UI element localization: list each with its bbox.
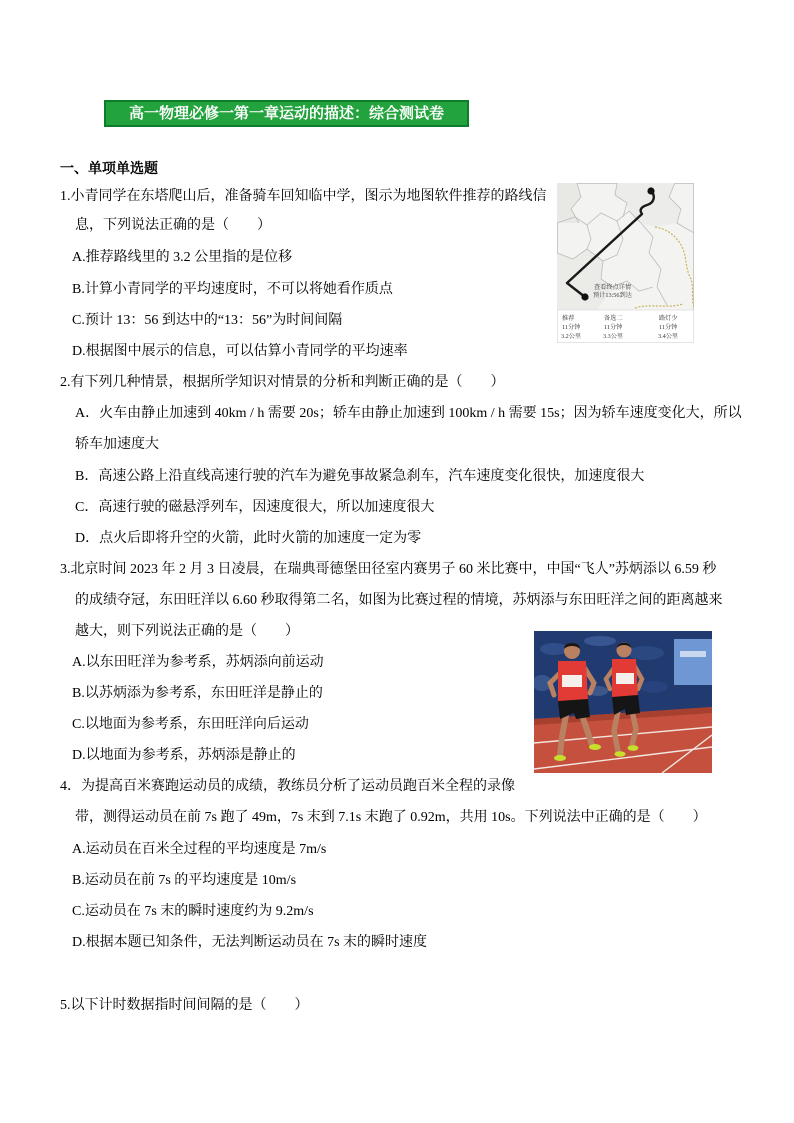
route-option-distance: 3.2公里	[561, 333, 582, 340]
question-2-stem-line-1: 2.有下列几种情景，根据所学知识对情景的分析和判断正确的是（ ）	[60, 375, 505, 390]
route-option-distance: 3.4公里	[658, 333, 679, 340]
question-5-stem-line-1: 5.以下计时数据指时间间隔的是（ ）	[60, 998, 309, 1013]
question-1-option-c: C.预计 13：56 到达中的“13：56”为时间间隔	[72, 313, 343, 328]
question-2-option-a-line-1: A．火车由静止加速到 40km / h 需要 20s；轿车由静止加速到 100km / h 需要 15s；因为轿车速度变化大，所以	[75, 406, 742, 421]
question-4-option-a: A.运动员在百米全过程的平均速度是 7m/s	[72, 842, 327, 857]
question-1-stem-line-2: 息，下列说法正确的是（ ）	[75, 218, 271, 233]
question-2-option-b: B．高速公路上沿直线高速行驶的汽车为避免事故紧急刹车，汽车速度变化很快，加速度很大	[75, 469, 645, 484]
route-option-time: 11分钟	[604, 324, 623, 331]
question-1-option-d: D.根据图中展示的信息，可以估算小青同学的平均速率	[72, 344, 408, 359]
question-4-option-c: C.运动员在 7s 末的瞬时速度约为 9.2m/s	[72, 904, 314, 919]
question-4-stem-line-1: 4．为提高百米赛跑运动员的成绩，教练员分析了运动员跑百米全程的录像	[60, 779, 515, 794]
question-1-option-b: B.计算小青同学的平均速度时，不可以将她看作质点	[72, 282, 393, 297]
destination-link: 查看终点详情	[594, 284, 632, 291]
question-1-option-a: A.推荐路线里的 3.2 公里指的是位移	[72, 250, 293, 265]
section-heading: 一、单项单选题	[60, 162, 158, 177]
route-option-time: 11分钟	[562, 324, 581, 331]
question-3-option-c: C.以地面为参考系，东田旺洋向后运动	[72, 717, 309, 732]
eta-text: 预计13:56到达	[593, 292, 632, 299]
question-2-option-d: D．点火后即将升空的火箭，此时火箭的加速度一定为零	[75, 531, 422, 546]
question-3-stem-line-2: 的成绩夺冠，东田旺洋以 6.60 秒取得第二名，如图为比赛过程的情境，苏炳添与东田旺洋之间的距离越来	[75, 593, 723, 608]
route-option-name: 推荐	[562, 315, 575, 322]
route-option-name: 路灯少	[659, 315, 678, 322]
question-4-stem-line-2: 带，测得运动员在前 7s 跑了 49m，7s 末到 7.1s 末跑了 0.92m，共用 10s。下列说法中正确的是（ ）	[75, 810, 707, 825]
question-3-option-a: A.以东田旺洋为参考系，苏炳添向前运动	[72, 655, 324, 670]
route-option-name: 备选二	[604, 315, 623, 322]
question-1-stem-line-1: 1.小青同学在东塔爬山后，准备骑车回知临中学，图示为地图软件推荐的路线信	[60, 189, 547, 204]
advertising-board	[674, 639, 712, 685]
document-title: 高一物理必修一第一章运动的描述：综合测试卷	[104, 100, 469, 127]
question-4-option-b: B.运动员在前 7s 的平均速度是 10m/s	[72, 873, 297, 888]
route-map-figure	[557, 183, 694, 343]
route-option-distance: 3.3公里	[603, 333, 624, 340]
question-4-option-d: D.根据本题已知条件，无法判断运动员在 7s 末的瞬时速度	[72, 935, 428, 950]
race-photo	[534, 631, 712, 773]
question-2-option-a-line-2: 轿车加速度大	[75, 437, 159, 452]
end-point-marker	[581, 293, 588, 300]
route-option-time: 11分钟	[659, 324, 678, 331]
question-3-stem-line-3: 越大，则下列说法正确的是（ ）	[75, 624, 299, 639]
question-3-option-b: B.以苏炳添为参考系，东田旺洋是静止的	[72, 686, 323, 701]
question-3-option-d: D.以地面为参考系，苏炳添是静止的	[72, 748, 296, 763]
start-point-marker	[647, 187, 654, 194]
question-2-option-c: C．高速行驶的磁悬浮列车，因速度很大，所以加速度很大	[75, 500, 435, 515]
question-3-stem-line-1: 3.北京时间 2023 年 2 月 3 日凌晨，在瑞典哥德堡田径室内赛男子 60 米比赛中，中国“飞人”苏炳添以 6.59 秒	[60, 562, 717, 577]
